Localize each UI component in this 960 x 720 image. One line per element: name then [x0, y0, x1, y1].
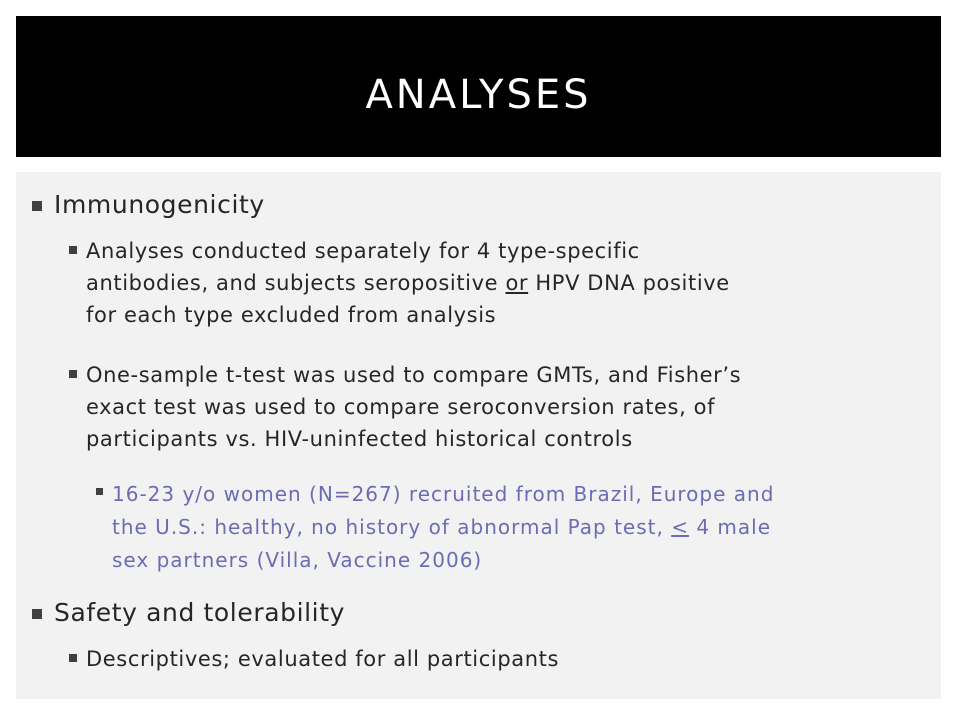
text-line: sex partners (Villa, Vaccine 2006) [112, 548, 483, 572]
text-line: One-sample t-test was used to compare GMTs, and Fisher’s [86, 363, 742, 387]
content-panel [16, 172, 941, 699]
sub-bullet-ttest [69, 359, 741, 455]
underlined-lte: < [671, 515, 689, 539]
bullet-immunogenicity [32, 190, 265, 220]
text-line: Analyses conducted separately for 4 type-specific [86, 239, 640, 263]
square-bullet-icon [32, 201, 42, 211]
title-bar [16, 16, 941, 157]
text-line: Descriptives; evaluated for all participants [86, 647, 559, 671]
bullet-label: Safety and tolerability [54, 598, 346, 627]
sub-bullet-descriptives [69, 643, 559, 675]
slide-title: ANALYSES [365, 71, 592, 118]
square-bullet-icon [69, 654, 77, 662]
text-line: 16-23 y/o women (N=267) recruited from Brazil, Europe and [112, 482, 775, 506]
sub-bullet-analyses [69, 235, 730, 331]
sub-sub-bullet-controls [96, 478, 774, 577]
text-line: the U.S.: healthy, no history of abnormal Pap test, < 4 male [112, 515, 772, 539]
text-line: participants vs. HIV-uninfected historical controls [86, 427, 633, 451]
square-bullet-icon [32, 609, 42, 619]
square-bullet-icon [96, 488, 103, 495]
bullet-safety [32, 598, 345, 628]
text-line: exact test was used to compare seroconversion rates, of [86, 395, 716, 419]
text-line: antibodies, and subjects seropositive or HPV DNA positive [86, 271, 730, 295]
text-line: for each type excluded from analysis [86, 303, 497, 327]
bullet-label: Immunogenicity [54, 190, 265, 219]
underlined-or: or [505, 271, 529, 295]
square-bullet-icon [69, 246, 77, 254]
square-bullet-icon [69, 370, 77, 378]
